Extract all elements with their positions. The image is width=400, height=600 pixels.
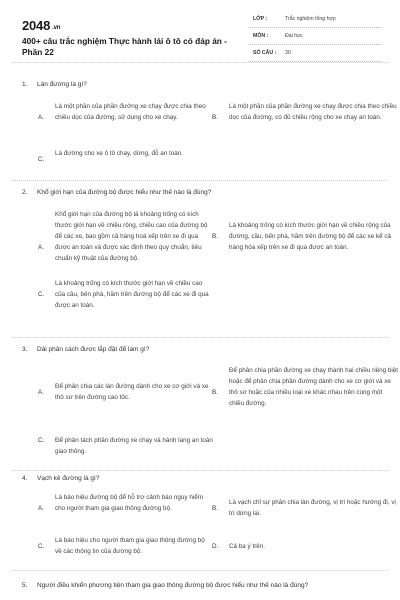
- meta-table: [248, 11, 381, 62]
- question-3: [0, 346, 400, 471]
- logo-main: 2048: [22, 18, 51, 33]
- option-letter: A.: [38, 244, 44, 251]
- option-letter: A.: [38, 389, 44, 396]
- option-letter: A.: [38, 505, 44, 512]
- option-text: Là báo hiệu đường bộ để hỗ trợ cảnh báo nguy hiểm cho người tham gia giao thông đường bộ.: [55, 494, 203, 512]
- meta-row-subject: [248, 28, 381, 45]
- question-4: [0, 475, 400, 580]
- option-text: Là báo hiệu cho người tham gia giao thông đường bộ về các thông tin của đường bộ.: [55, 537, 205, 555]
- question-2: [0, 189, 400, 329]
- option-text: Khổ giới hạn của đường bộ là khoảng trống có kích thước giới hạn về chiều rộng, chiều cao của đường bộ để các xe, bao gồm cả hàng hoá xếp trên xe đi qua được an toàn và được xác định theo quy chuẩn, tiêu chuẩn kỹ thuật của đường bộ.: [55, 211, 208, 262]
- question-text: Người điều khiển phương tiện tham gia giao thông đường bộ được hiểu như thế nào là đúng?: [37, 582, 309, 589]
- question-number: 3.: [22, 346, 28, 353]
- meta-row-class: [248, 11, 381, 28]
- option-letter: C.: [38, 156, 45, 163]
- option-text: Cả ba ý trên.: [229, 543, 266, 550]
- question-5: [0, 582, 400, 600]
- option-text: Để phân tách phần đường xe chạy và hành lang an toàn giao thông.: [55, 437, 213, 455]
- question-1: [0, 81, 400, 191]
- option-text: Là đường cho xe ô tô chạy, dừng, đỗ an toàn.: [55, 150, 183, 157]
- divider: [12, 337, 388, 338]
- option-letter: B.: [212, 389, 218, 396]
- divider: [12, 470, 388, 471]
- question-text: Làn đường là gì?: [37, 81, 87, 88]
- question-number: 2.: [22, 189, 28, 196]
- option-letter: A.: [38, 114, 44, 121]
- divider: [12, 62, 388, 63]
- meta-label: LỚP :: [253, 16, 268, 22]
- option-text: Là khoảng trống có kích thước giới hạn về chiều cao của cầu, bến phà, hầm trên đường bộ để các xe đi qua được an toàn.: [55, 280, 209, 309]
- question-number: 1.: [22, 81, 28, 88]
- option-text: Là khoảng trống có kích thước giới hạn về chiều rộng của đường, cầu, bến phà, hầm trên đường bộ để các xe kể cả hàng hóa xếp trên xe đi qua được an toàn.: [229, 222, 391, 251]
- meta-label: SỐ CÂU :: [253, 50, 277, 56]
- option-letter: B.: [212, 114, 218, 121]
- document-header: [0, 0, 400, 62]
- meta-value: 30: [285, 50, 291, 56]
- option-letter: C.: [38, 291, 45, 298]
- option-text: Là vạch chỉ sự phân chia làn đường, vị trí hoặc hướng đi, vị trí dừng lại.: [229, 499, 396, 517]
- option-text: Là một phần của phần đường xe chạy được chia theo chiều dọc của đường, sử dụng cho xe chạy.: [55, 103, 206, 121]
- option-text: Là một phần của phần đường xe chạy được chia theo chiều dọc của đường, có đủ chiều rộng cho xe chạy an toàn.: [229, 103, 397, 121]
- site-logo[interactable]: [22, 18, 60, 33]
- meta-value: Trắc nghiệm tổng hợp: [285, 16, 336, 22]
- option-text: Để phân chia phần đường xe chạy thành hai chiều riêng biệt hoặc để phân chia phần đường dành cho xe cơ giới và xe thô sơ hoặc của nhiều loại xe khác nhau trên cùng một chiều đường.: [229, 367, 399, 407]
- meta-label: MÔN :: [253, 33, 269, 39]
- option-text: Để phân chia các làn đường dành cho xe cơ giới và xe thô sơ trên đường cao tốc.: [55, 383, 209, 401]
- question-text: Dải phân cách được lắp đặt để làm gì?: [37, 346, 150, 353]
- option-letter: B.: [212, 233, 218, 240]
- question-text: Khổ giới hạn của đường bộ được hiểu như thế nào là đúng?: [37, 189, 212, 196]
- meta-value: Đại học: [285, 33, 303, 39]
- divider: [12, 570, 388, 571]
- document-title: 400+ câu trắc nghiệm Thực hành lái ô tô có đáp án - Phần 22: [22, 36, 227, 57]
- option-letter: D.: [212, 543, 219, 550]
- question-text: Vạch kẻ đường là gì?: [37, 475, 100, 482]
- meta-row-count: [248, 45, 381, 62]
- question-number: 5.: [22, 582, 28, 589]
- option-letter: C.: [38, 437, 45, 444]
- divider: [12, 180, 388, 181]
- logo-suffix: .vn: [52, 25, 61, 31]
- option-letter: C.: [38, 543, 45, 550]
- option-letter: B.: [212, 505, 218, 512]
- question-number: 4.: [22, 475, 28, 482]
